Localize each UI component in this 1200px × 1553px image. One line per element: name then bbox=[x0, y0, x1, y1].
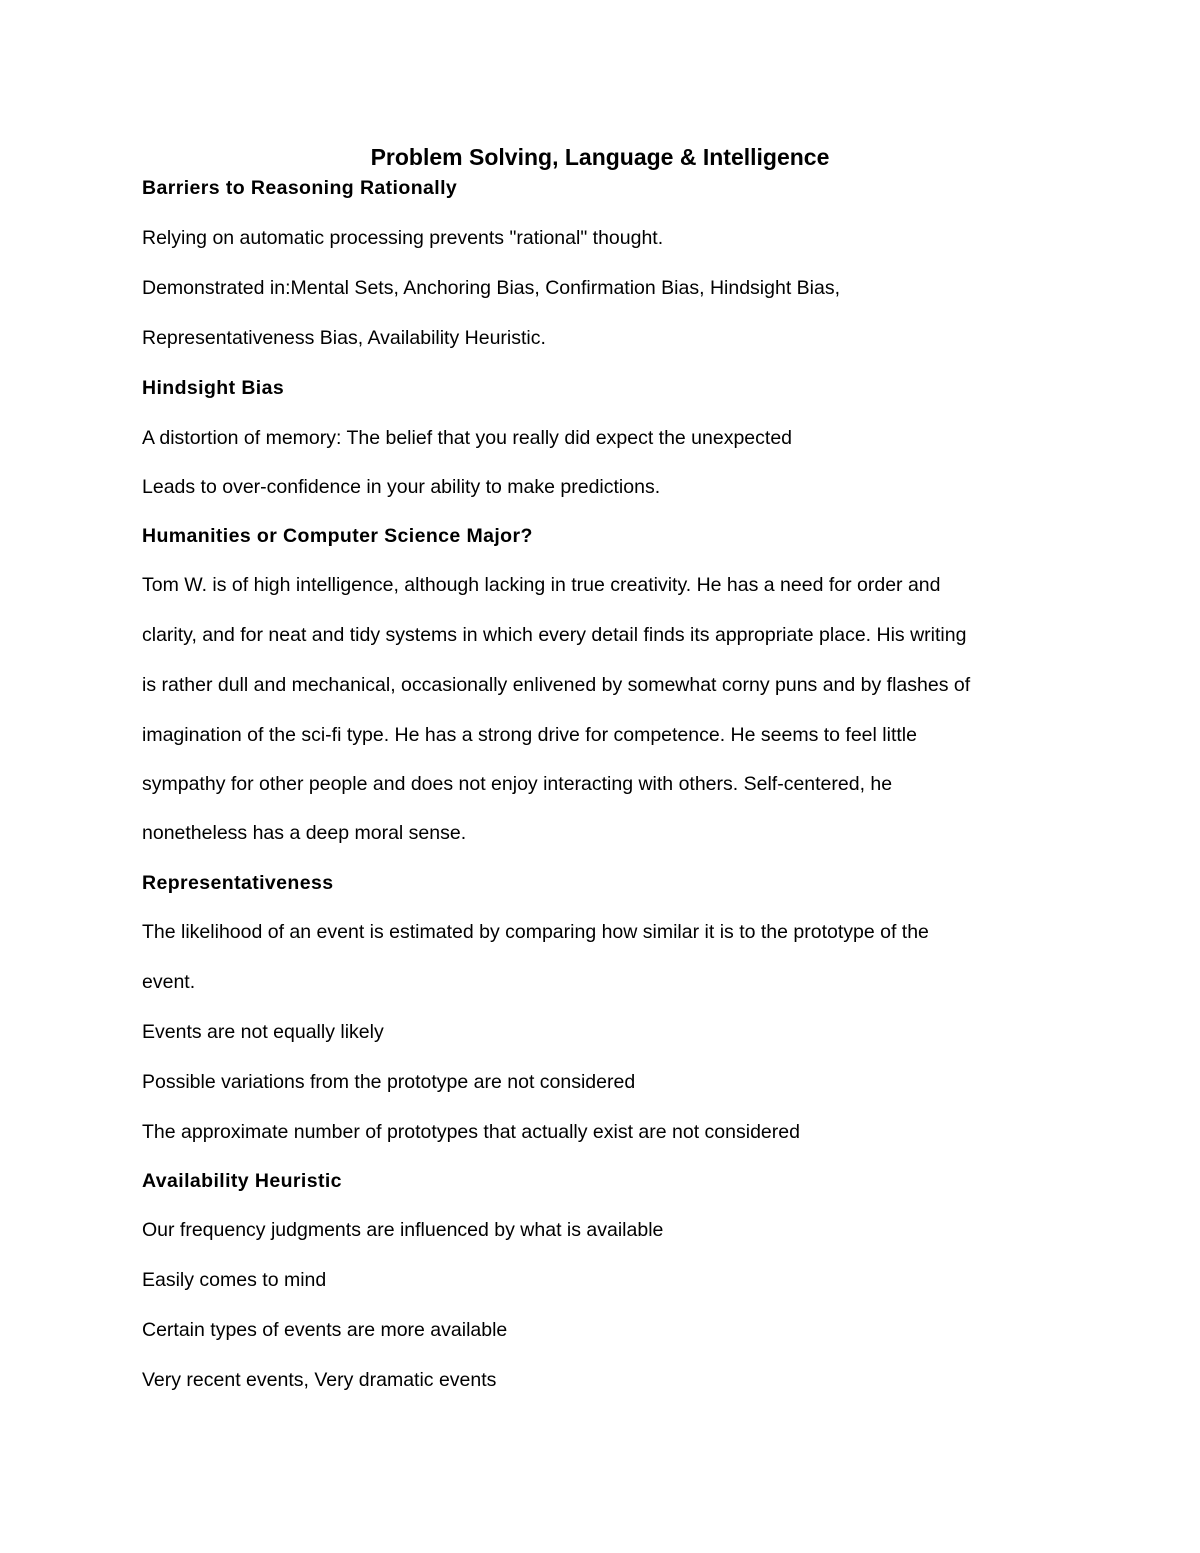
section-heading: Humanities or Computer Science Major? bbox=[142, 525, 533, 547]
body-text-line: Very recent events, Very dramatic events bbox=[142, 1369, 497, 1391]
body-text-line: Events are not equally likely bbox=[142, 1021, 384, 1043]
document-title: Problem Solving, Language & Intelligence bbox=[370, 144, 830, 170]
body-text-line: Possible variations from the prototype are not considered bbox=[142, 1071, 636, 1093]
body-text-line: The approximate number of prototypes that actually exist are not considered bbox=[142, 1121, 800, 1143]
section-heading: Hindsight Bias bbox=[142, 377, 285, 399]
body-text-line: Representativeness Bias, Availability Heuristic. bbox=[142, 327, 546, 349]
body-text-line: event. bbox=[142, 971, 196, 993]
body-text-line: clarity, and for neat and tidy systems in which every detail finds its appropriate place. His writing bbox=[142, 624, 967, 646]
body-text-line: sympathy for other people and does not enjoy interacting with others. Self-centered, he bbox=[142, 773, 893, 795]
body-text-line: Demonstrated in:Mental Sets, Anchoring Bias, Confirmation Bias, Hindsight Bias, bbox=[142, 277, 841, 299]
body-text-line: Certain types of events are more available bbox=[142, 1319, 508, 1341]
body-text-line: The likelihood of an event is estimated by comparing how similar it is to the prototype of the bbox=[142, 921, 929, 943]
body-text-line: Easily comes to mind bbox=[142, 1269, 327, 1291]
body-text-line: Leads to over-confidence in your ability to make predictions. bbox=[142, 476, 661, 498]
section-heading: Representativeness bbox=[142, 872, 334, 894]
section-heading: Barriers to Reasoning Rationally bbox=[142, 177, 458, 199]
section-heading: Availability Heuristic bbox=[142, 1170, 342, 1192]
body-text-line: A distortion of memory: The belief that you really did expect the unexpected bbox=[142, 427, 793, 449]
body-text-line: Relying on automatic processing prevents "rational" thought. bbox=[142, 227, 664, 249]
body-text-line: is rather dull and mechanical, occasionally enlivened by somewhat corny puns and by flashes of bbox=[142, 674, 971, 696]
body-text-line: Our frequency judgments are influenced by what is available bbox=[142, 1219, 664, 1241]
body-text-line: Tom W. is of high intelligence, although lacking in true creativity. He has a need for order and bbox=[142, 574, 941, 596]
body-text-line: nonetheless has a deep moral sense. bbox=[142, 822, 467, 844]
body-text-line: imagination of the sci-fi type. He has a strong drive for competence. He seems to feel little bbox=[142, 724, 917, 746]
